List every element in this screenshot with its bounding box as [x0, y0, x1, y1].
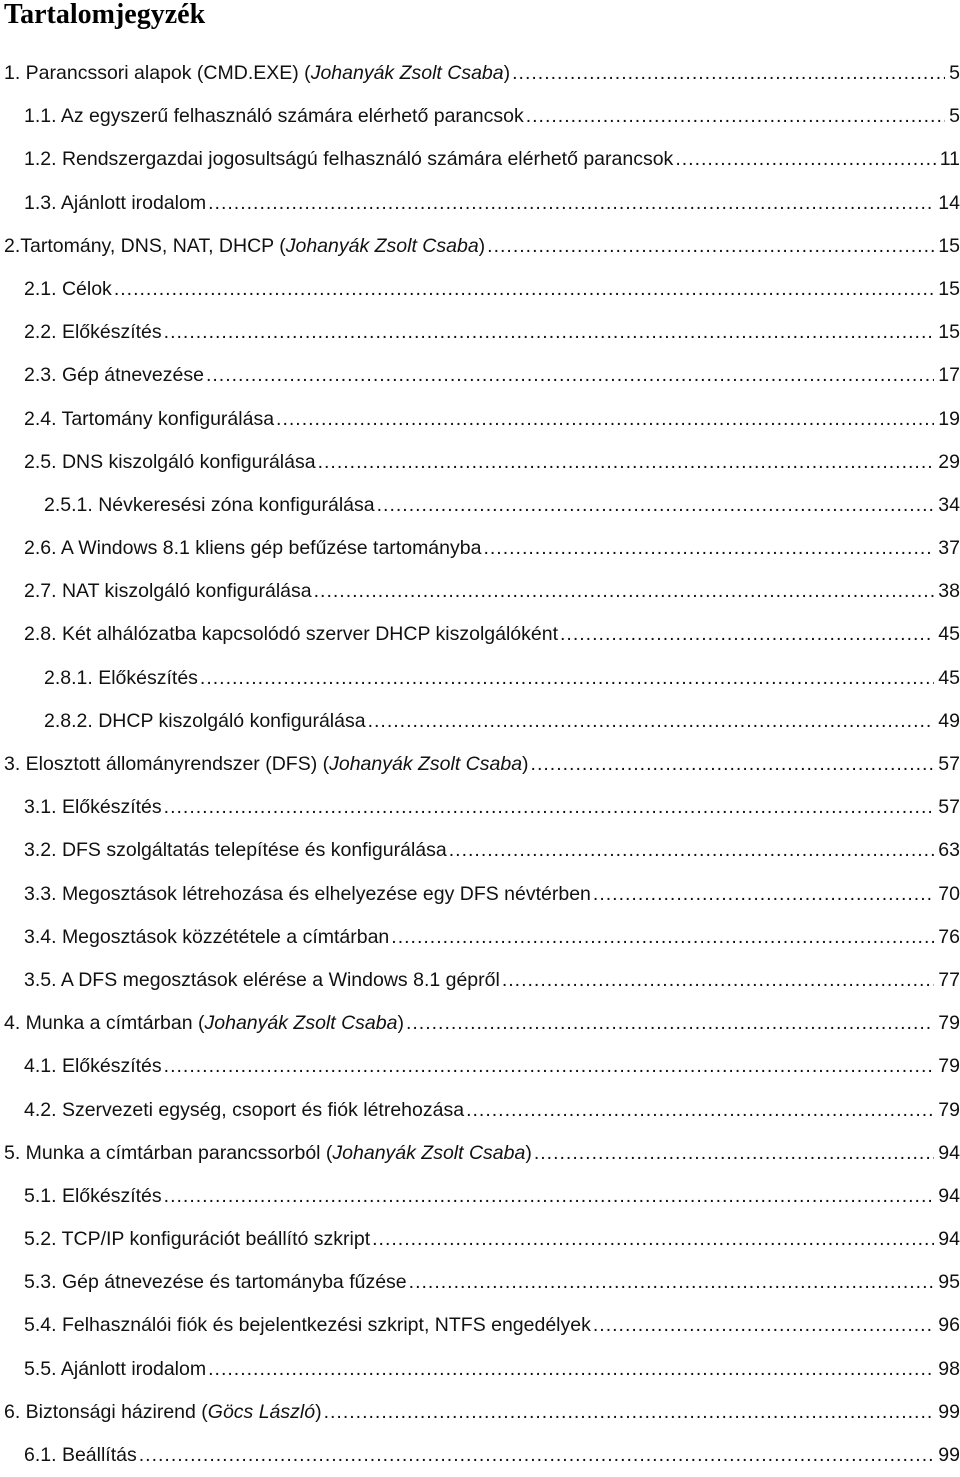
toc-entry-heading: 4. Munka a címtárban (: [4, 1012, 205, 1035]
toc-entry-page-number: 77: [938, 968, 960, 991]
toc-entry-heading: 2.3. Gép átnevezése: [24, 364, 204, 387]
toc-entry-author: Johanyák Zsolt Csaba: [329, 753, 523, 775]
toc-entry[interactable]: [0, 311, 960, 354]
toc-entry-page-number: 70: [938, 882, 960, 905]
toc-entry-heading: 2.5.1. Névkeresési zóna konfigurálása: [44, 493, 375, 516]
toc-entry-heading: 3. Elosztott állományrendszer (DFS) (: [4, 753, 330, 775]
dot-leader: [164, 786, 935, 829]
toc-entry-suffix: ): [397, 1012, 404, 1035]
toc-entry-heading: 2.1. Célok: [24, 277, 112, 300]
toc-entry-heading: 2.5. DNS kiszolgáló konfigurálása: [24, 450, 316, 473]
toc-entry-heading: 3.1. Előkészítés: [24, 796, 162, 819]
toc-entry-page-number: 17: [938, 364, 960, 387]
toc-entry-page-number: 45: [938, 666, 960, 689]
dot-leader: [276, 398, 934, 441]
toc-entry-page-number: 19: [938, 407, 960, 430]
toc-entry[interactable]: [0, 268, 960, 311]
toc-entry-title: [24, 959, 500, 1002]
toc-entry[interactable]: [0, 700, 960, 743]
toc-entry-title: [24, 268, 112, 311]
toc-entry-heading: 2.6. A Windows 8.1 kliens gép befűzése tartományba: [24, 537, 482, 560]
dot-leader: [675, 138, 935, 181]
toc-entry-page-number: 79: [938, 1012, 960, 1035]
toc-entry[interactable]: [0, 1261, 960, 1304]
toc-entry-heading: 6. Biztonsági házirend (: [4, 1400, 208, 1423]
toc-entry-title: [4, 1132, 532, 1175]
toc-entry-page-number: 63: [938, 839, 960, 862]
dot-leader: [164, 1045, 935, 1088]
toc-entry-title: [24, 1261, 407, 1304]
toc-entry-heading: 3.3. Megosztások létrehozása és elhelyezése egy DFS névtérben: [24, 882, 591, 905]
toc-entry-page-number: 15: [938, 321, 960, 344]
toc-entry-page-number: 34: [938, 493, 960, 516]
toc-entry-heading: 5. Munka a címtárban parancssorból (: [4, 1141, 333, 1164]
toc-entry[interactable]: [0, 1132, 960, 1175]
toc-entry[interactable]: [0, 613, 960, 656]
toc-entry-heading: 3.4. Megosztások közzététele a címtárban: [24, 925, 390, 948]
dot-leader: [483, 527, 934, 570]
toc-entry-page-number: 57: [938, 796, 960, 819]
toc-entry-title: [24, 1304, 591, 1347]
toc-entry-heading: 3.5. A DFS megosztások elérése a Windows 8.1 gépről: [24, 968, 500, 991]
toc-entry-page-number: 79: [938, 1098, 960, 1121]
toc-entry-title: [24, 873, 591, 916]
toc-entry-heading: 4.1. Előkészítés: [24, 1055, 162, 1078]
toc-entry[interactable]: [0, 1045, 960, 1088]
toc-entry[interactable]: [0, 354, 960, 397]
toc-entry[interactable]: [0, 873, 960, 916]
toc-entry-page-number: 94: [938, 1228, 960, 1251]
toc-entry-heading: 5.3. Gép átnevezése és tartományba fűzése: [24, 1271, 407, 1294]
toc-entry[interactable]: [0, 484, 960, 527]
dot-leader: [139, 1434, 935, 1477]
dot-leader: [372, 1218, 934, 1261]
toc-entry-page-number: 79: [938, 1055, 960, 1078]
toc-entry-title: [4, 1002, 404, 1045]
toc-entry-title: [24, 354, 204, 397]
toc-entry[interactable]: [0, 182, 960, 225]
toc-entry-page-number: 99: [938, 1444, 960, 1466]
toc-entry-page-number: 37: [938, 537, 960, 560]
toc-entry-page-number: 76: [938, 925, 960, 948]
dot-leader: [324, 1391, 935, 1434]
toc-entry[interactable]: [0, 1391, 960, 1434]
toc-entry-page-number: 5: [949, 105, 960, 128]
toc-entry[interactable]: [0, 225, 960, 268]
toc-entry-page-number: 29: [938, 450, 960, 473]
toc-entry-page-number: 94: [938, 1141, 960, 1164]
dot-leader: [368, 700, 935, 743]
toc-entry-author: Johanyák Zsolt Csaba: [204, 1012, 398, 1035]
toc-entry[interactable]: [0, 743, 960, 786]
dot-leader: [409, 1261, 935, 1304]
dot-leader: [531, 743, 935, 786]
dot-leader: [406, 1002, 934, 1045]
toc-entry-title: [24, 829, 447, 872]
toc-entry-page-number: 15: [938, 277, 960, 300]
toc-entry-title: [24, 182, 206, 225]
toc-entry-suffix: ): [315, 1400, 322, 1423]
toc-entry-page-number: 94: [938, 1184, 960, 1207]
toc-entry-page-number: 57: [938, 753, 960, 775]
toc-entry-heading: 5.4. Felhasználói fiók és bejelentkezési szkript, NTFS engedélyek: [24, 1314, 591, 1337]
toc-entry[interactable]: [0, 829, 960, 872]
toc-entry-page-number: 15: [938, 234, 960, 257]
toc-entry[interactable]: [0, 657, 960, 700]
dot-leader: [526, 95, 945, 138]
dot-leader: [206, 354, 934, 397]
toc-entry-title: [4, 1391, 322, 1434]
dot-leader: [449, 829, 935, 872]
table-of-contents: [0, 52, 960, 1477]
toc-entry[interactable]: [0, 786, 960, 829]
toc-entry-title: [24, 138, 673, 181]
toc-entry-page-number: 38: [938, 580, 960, 603]
dot-leader: [560, 613, 934, 656]
toc-entry-author: Johanyák Zsolt Csaba: [285, 234, 479, 257]
toc-entry[interactable]: [0, 1002, 960, 1045]
dot-leader: [318, 441, 935, 484]
dot-leader: [164, 1175, 935, 1218]
dot-leader: [208, 182, 934, 225]
toc-entry-heading: 1.2. Rendszergazdai jogosultságú felhasználó számára elérhető parancsok: [24, 148, 674, 171]
toc-entry-heading: 1. Parancssori alapok (CMD.EXE) (: [4, 62, 311, 84]
toc-entry-author: Johanyák Zsolt Csaba: [310, 62, 504, 84]
toc-entry-heading: 6.1. Beállítás: [24, 1444, 137, 1466]
toc-entry-title: [44, 700, 366, 743]
dot-leader: [164, 311, 935, 354]
toc-entry-page-number: 95: [938, 1271, 960, 1294]
toc-entry-page-number: 96: [938, 1314, 960, 1337]
toc-entry-heading: 5.1. Előkészítés: [24, 1184, 162, 1207]
toc-entry-suffix: ): [478, 234, 486, 257]
toc-entry-suffix: ): [525, 1141, 532, 1164]
toc-entry-title: [44, 484, 375, 527]
toc-entry-title: [24, 398, 274, 441]
toc-entry-title: [4, 225, 485, 268]
dot-leader: [487, 225, 934, 268]
toc-entry-heading: 2.7. NAT kiszolgáló konfigurálása: [24, 580, 312, 603]
dot-leader: [466, 1089, 934, 1132]
toc-entry-title: [24, 1434, 137, 1477]
toc-entry[interactable]: [0, 1304, 960, 1347]
toc-entry-author: Johanyák Zsolt Csaba: [332, 1141, 526, 1164]
toc-entry-heading: 5.2. TCP/IP konfigurációt beállító szkript: [24, 1228, 371, 1251]
toc-entry-title: [4, 743, 529, 786]
toc-entry[interactable]: [0, 527, 960, 570]
toc-entry-heading: 2.8.2. DHCP kiszolgáló konfigurálása: [44, 709, 366, 732]
toc-entry[interactable]: [0, 52, 960, 95]
dot-leader: [593, 1304, 934, 1347]
dot-leader: [534, 1132, 934, 1175]
toc-entry-heading: 2.Tartomány, DNS, NAT, DHCP (: [4, 234, 286, 257]
toc-entry-heading: 1.1. Az egyszerű felhasználó számára elérhető parancsok: [24, 105, 524, 128]
dot-leader: [200, 657, 934, 700]
toc-entry-heading: 2.4. Tartomány konfigurálása: [24, 407, 275, 430]
toc-entry-title: [24, 916, 389, 959]
toc-entry-page-number: 11: [939, 148, 960, 171]
toc-entry-title: [24, 95, 524, 138]
toc-entry-heading: 2.8.1. Előkészítés: [44, 666, 198, 689]
toc-entry[interactable]: [0, 1089, 960, 1132]
toc-entry-heading: 5.5. Ajánlott irodalom: [24, 1357, 207, 1380]
toc-entry-title: [24, 441, 316, 484]
dot-leader: [377, 484, 935, 527]
toc-entry[interactable]: [0, 1348, 960, 1391]
toc-entry-title: [24, 1348, 206, 1391]
toc-entry-heading: 1.3. Ajánlott irodalom: [24, 191, 207, 214]
toc-entry-page-number: 99: [938, 1400, 960, 1423]
toc-entry[interactable]: [0, 398, 960, 441]
dot-leader: [114, 268, 934, 311]
toc-entry[interactable]: [0, 916, 960, 959]
toc-entry-page-number: 14: [938, 191, 960, 214]
toc-entry[interactable]: [0, 1218, 960, 1261]
toc-entry-heading: 2.8. Két alhálózatba kapcsolódó szerver DHCP kiszolgálóként: [24, 623, 559, 646]
toc-entry-title: [24, 1089, 464, 1132]
toc-entry-page-number: 49: [938, 709, 960, 732]
toc-entry-title: [24, 786, 162, 829]
toc-entry-title: [24, 311, 162, 354]
dot-leader: [314, 570, 935, 613]
toc-entry[interactable]: [0, 95, 960, 138]
toc-entry-title: [24, 1045, 162, 1088]
toc-entry-page-number: 45: [938, 623, 960, 646]
toc-entry[interactable]: [0, 441, 960, 484]
dot-leader: [208, 1348, 934, 1391]
toc-entry-heading: 3.2. DFS szolgáltatás telepítése és konfigurálása: [24, 839, 447, 862]
dot-leader: [512, 52, 945, 95]
toc-entry-title: [24, 613, 558, 656]
toc-entry[interactable]: [0, 1434, 960, 1477]
dot-leader: [502, 959, 934, 1002]
toc-entry[interactable]: [0, 138, 960, 181]
toc-entry-title: [24, 1175, 162, 1218]
toc-entry[interactable]: [0, 959, 960, 1002]
toc-entry-title: [44, 657, 198, 700]
dot-leader: [391, 916, 934, 959]
toc-entry-title: [24, 1218, 370, 1261]
toc-entry-heading: 2.2. Előkészítés: [24, 321, 162, 344]
dot-leader: [593, 873, 934, 916]
toc-entry[interactable]: [0, 570, 960, 613]
toc-entry-title: [24, 527, 481, 570]
toc-entry-suffix: ): [522, 753, 529, 775]
page-title: Tartalomjegyzék: [4, 0, 206, 30]
toc-entry-heading: 4.2. Szervezeti egység, csoport és fiók létrehozása: [24, 1098, 465, 1121]
toc-entry-page-number: 5: [949, 62, 960, 84]
toc-entry-title: [4, 52, 510, 95]
toc-entry-author: Göcs László: [207, 1400, 316, 1423]
toc-entry[interactable]: [0, 1175, 960, 1218]
toc-entry-page-number: 98: [938, 1357, 960, 1380]
toc-entry-suffix: ): [503, 62, 511, 84]
toc-entry-title: [24, 570, 312, 613]
